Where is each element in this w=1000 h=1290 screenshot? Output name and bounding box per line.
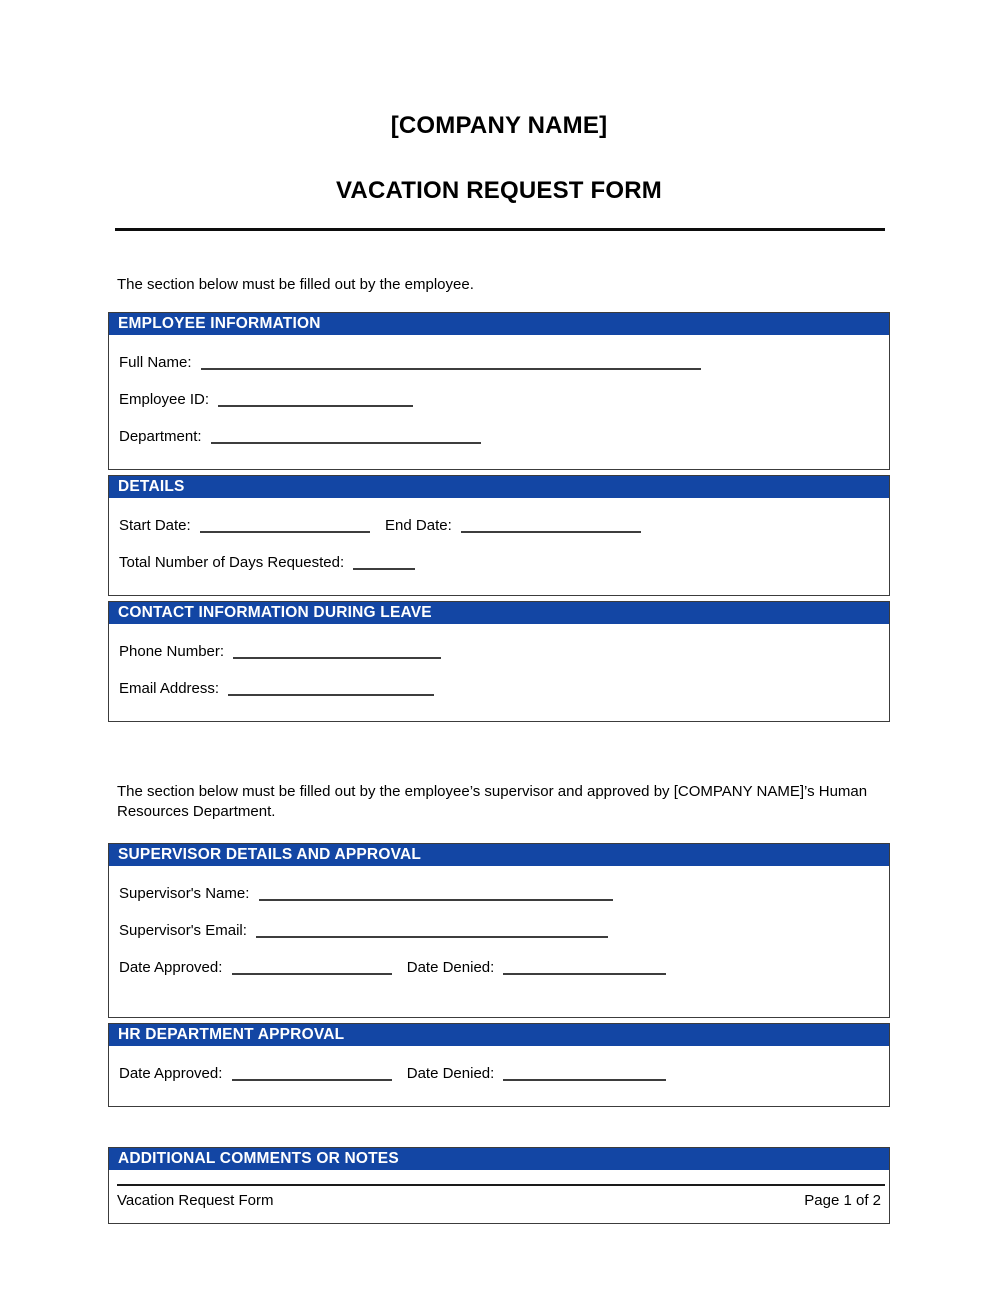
field-full-name <box>119 348 879 385</box>
email-address-input-line[interactable] <box>228 680 434 696</box>
form-title: VACATION REQUEST FORM <box>336 177 662 204</box>
hr-date-approved-input-line[interactable] <box>232 1065 392 1081</box>
field-total-days <box>119 548 879 585</box>
section-header-hr-approval: HR DEPARTMENT APPROVAL <box>109 1024 889 1046</box>
supervisor-section-note: The section below must be filled out by the employee’s supervisor and approved by [COMPANY NAME]’s Human Resources Department. <box>117 783 868 820</box>
section-hr-approval <box>108 1023 890 1107</box>
supervisor-date-denied-input-line[interactable] <box>503 959 666 975</box>
field-supervisor-dates <box>119 953 879 990</box>
supervisor-date-approved-input-line[interactable] <box>232 959 392 975</box>
footer-document-name: Vacation Request Form <box>117 1192 274 1209</box>
company-name-title: [COMPANY NAME] <box>390 112 608 139</box>
full-name-label: Full Name: <box>119 354 192 371</box>
field-department <box>119 422 879 459</box>
supervisor-date-denied-label: Date Denied: <box>406 959 495 976</box>
supervisor-date-approved-label: Date Approved: <box>119 959 223 976</box>
footer-page-indicator: Page 1 of 2 <box>804 1192 881 1209</box>
field-hr-dates <box>119 1059 879 1096</box>
section-contact-information <box>108 601 890 722</box>
end-date-label: End Date: <box>385 517 452 534</box>
total-days-input-line[interactable] <box>353 554 415 570</box>
phone-number-input-line[interactable] <box>233 643 441 659</box>
supervisor-email-input-line[interactable] <box>256 922 608 938</box>
section-header-details: DETAILS <box>109 476 889 498</box>
field-email-address <box>119 674 879 711</box>
full-name-input-line[interactable] <box>201 354 701 370</box>
hr-date-approved-label: Date Approved: <box>119 1065 223 1082</box>
employee-id-input-line[interactable] <box>218 391 413 407</box>
end-date-input-line[interactable] <box>461 517 641 533</box>
section-header-employee-information: EMPLOYEE INFORMATION <box>109 313 889 335</box>
employee-section-note: The section below must be filled out by the employee. <box>117 276 474 293</box>
field-supervisor-email <box>119 916 879 953</box>
supervisor-name-label: Supervisor's Name: <box>119 885 250 902</box>
department-input-line[interactable] <box>211 428 481 444</box>
employee-id-label: Employee ID: <box>119 391 210 408</box>
section-employee-information <box>108 312 890 470</box>
field-phone-number <box>119 637 879 674</box>
department-label: Department: <box>119 428 202 445</box>
phone-number-label: Phone Number: <box>119 643 225 660</box>
start-date-input-line[interactable] <box>200 517 370 533</box>
hr-date-denied-label: Date Denied: <box>406 1065 495 1082</box>
hr-date-denied-input-line[interactable] <box>503 1065 666 1081</box>
section-body-contact-information <box>109 624 889 721</box>
total-days-label: Total Number of Days Requested: <box>119 554 345 571</box>
field-supervisor-name <box>119 879 879 916</box>
title-divider <box>115 228 885 231</box>
section-body-hr-approval <box>109 1046 889 1106</box>
field-start-end-date <box>119 511 879 548</box>
section-header-additional-comments: ADDITIONAL COMMENTS OR NOTES <box>109 1148 889 1170</box>
email-address-label: Email Address: <box>119 680 220 697</box>
page-footer <box>108 1184 890 1209</box>
section-body-details <box>109 498 889 595</box>
field-employee-id <box>119 385 879 422</box>
supervisor-name-input-line[interactable] <box>259 885 613 901</box>
document-body <box>108 112 890 1224</box>
section-body-employee-information <box>109 335 889 469</box>
section-details <box>108 475 890 596</box>
section-header-supervisor-approval: SUPERVISOR DETAILS AND APPROVAL <box>109 844 889 866</box>
section-header-contact-information: CONTACT INFORMATION DURING LEAVE <box>109 602 889 624</box>
section-supervisor-approval <box>108 843 890 1018</box>
start-date-label: Start Date: <box>119 517 191 534</box>
section-body-supervisor-approval <box>109 866 889 1017</box>
supervisor-email-label: Supervisor's Email: <box>119 922 247 939</box>
